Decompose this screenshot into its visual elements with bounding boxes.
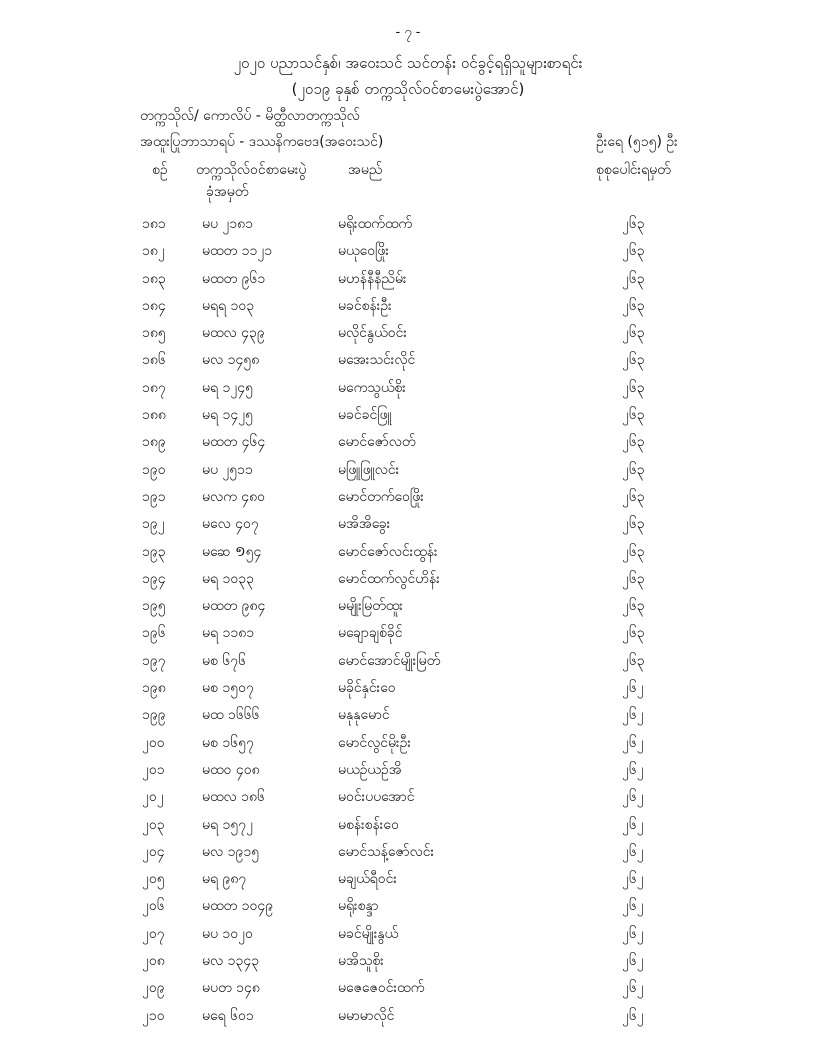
row-no: ၁၉၀	[142, 461, 166, 478]
row-name: မဖြူဖြူလင်း	[338, 461, 400, 478]
row-name: မခိုင်နှင်းဝေ	[338, 680, 396, 697]
row-name: မချယ်ရီဝင်း	[338, 871, 397, 888]
row-marks: ၂၆၃	[622, 461, 645, 478]
table-row	[0, 731, 816, 758]
row-roll: မရ ၁၁၈၁	[202, 625, 255, 642]
table-row	[0, 212, 816, 239]
row-marks: ၂၆၂	[622, 843, 644, 860]
row-marks: ၂၆၃	[622, 243, 645, 260]
row-name: မောင်ဇော်လင်းထွန်း	[338, 543, 438, 560]
table-row	[0, 239, 816, 266]
row-no: ၁၈၇	[142, 379, 166, 396]
table-row	[0, 512, 816, 539]
row-name: မခင်စန်းဦး	[338, 297, 392, 314]
row-no: ၂၀၀	[142, 734, 165, 751]
row-roll: မပ ၂၅၁၁	[202, 461, 253, 478]
row-no: ၂၀၄	[142, 843, 165, 860]
table-row	[0, 649, 816, 676]
row-no: ၂၀၁	[142, 761, 165, 778]
row-name: မယုဝေဖြိုး	[338, 243, 389, 260]
row-roll: မရရ ၁၀၃	[202, 297, 255, 314]
row-no: ၂၀၈	[142, 953, 165, 970]
row-roll: မဆေ ១၅၄	[202, 543, 262, 560]
row-marks: ၂၆၂	[622, 871, 644, 888]
row-no: ၂၀၃	[142, 816, 165, 833]
document-title: ၂၀၂၀ ပညာသင်နှစ်၊ အဝေးသင် သင်တန်း ဝင်ခွင့်ရရှိသူများစာရင်း	[233, 54, 583, 72]
row-marks: ၂၆၃	[622, 625, 645, 642]
row-name: မောင်အောင်မျိုးမြတ်	[338, 652, 441, 669]
row-no: ၁၈၈	[142, 407, 166, 424]
row-marks: ၂၆၂	[622, 953, 644, 970]
row-no: ၁၈၁	[142, 216, 166, 232]
table-row	[0, 976, 816, 1003]
row-marks: ၂၆၂	[622, 816, 644, 833]
table-row	[0, 867, 816, 894]
row-no: ၂၀၇	[142, 925, 165, 942]
row-marks: ၂၆၃	[622, 216, 645, 232]
row-marks: ၂၆၂	[622, 761, 644, 778]
row-marks: ၂၆၃	[622, 598, 645, 615]
row-roll: မထတ ၁၁၂၁	[202, 243, 273, 260]
table-row	[0, 567, 816, 594]
row-no: ၁၈၆	[142, 352, 166, 369]
row-roll: မလက ၄၈၀	[202, 488, 266, 505]
row-name: မယဉ်ယဉ်အိ	[338, 761, 402, 778]
row-no: ၁၈၉	[142, 434, 166, 451]
row-roll: မထ ၁၆၆၆	[202, 707, 260, 724]
row-marks: ၂၆၃	[622, 543, 645, 560]
row-roll: မစ ၆၇၆	[202, 652, 246, 669]
table-row	[0, 703, 816, 730]
row-roll: မထတ ၄၆၄	[202, 434, 266, 451]
table-row	[0, 1004, 816, 1031]
header-roll-2: ခုံအမှတ်	[206, 184, 249, 200]
institution-line: တက္ကသိုလ်/ ကောလိပ် - မိတ္ထီလာတက္ကသိုလ်	[140, 108, 360, 124]
row-name: မောင်လွင်မိုးဦး	[338, 734, 411, 751]
header-marks: စုစုပေါင်းရမှတ်	[596, 162, 671, 178]
row-name: မဝင်းပပအောင်	[338, 789, 415, 806]
row-marks: ၂၆၂	[622, 789, 644, 806]
row-no: ၁၉၇	[142, 652, 166, 669]
table-row	[0, 267, 816, 294]
student-list	[0, 212, 816, 1031]
row-name: မခင်မျိုးနွယ်	[338, 925, 399, 942]
row-marks: ၂၆၂	[622, 898, 644, 915]
row-name: မချောချစ်ခိုင်	[338, 625, 403, 642]
row-no: ၂၁၀	[142, 1007, 165, 1024]
row-roll: မရ ၁၀၃၃	[202, 570, 254, 587]
row-roll: မလ ၁၄၅၈	[202, 352, 260, 369]
table-row	[0, 894, 816, 921]
row-name: မကေသွယ်စိုး	[338, 379, 406, 396]
table-row	[0, 294, 816, 321]
program-line: အထူးပြုဘာသာရပ် - ဒဿနိကဗေဒ(အဝေးသင်)	[140, 134, 384, 150]
header-name: အမည်	[348, 162, 383, 178]
row-name: မမျိုးမြတ်ထူး	[338, 598, 403, 615]
row-roll: မစ ၁၅၀၇	[202, 680, 254, 697]
table-row	[0, 785, 816, 812]
row-no: ၂၀၅	[142, 871, 165, 888]
row-roll: မထတ ၉၆၁	[202, 270, 266, 287]
table-row	[0, 621, 816, 648]
table-row	[0, 922, 816, 949]
row-name: မလိုင်နွယ်ဝင်း	[338, 325, 407, 342]
table-row	[0, 403, 816, 430]
total-count: ဦးရေ (၅၁၅) ဦး	[596, 134, 678, 150]
row-marks: ၂၆၃	[622, 379, 645, 396]
row-name: မောင်ဇော်လတ်	[338, 434, 416, 451]
row-no: ၁၈၂	[142, 243, 165, 260]
row-name: မရိုးထက်ထက်	[338, 216, 413, 232]
row-no: ၁၉၈	[142, 680, 166, 697]
row-marks: ၂၆၃	[622, 434, 645, 451]
row-name: မမာမာလိုင်	[338, 1007, 395, 1024]
row-roll: မရ ၁၂၄၅	[202, 379, 253, 396]
row-roll: မပတ ၁၄၈	[202, 980, 260, 997]
row-no: ၁၉၉	[142, 707, 166, 724]
row-roll: မရ ၉၈၇	[202, 871, 247, 888]
row-no: ၁၉၅	[142, 598, 166, 615]
row-no: ၁၈၅	[142, 325, 166, 342]
row-marks: ၂၆၂	[622, 680, 644, 697]
row-roll: မထလ ၁၈၆	[202, 789, 265, 806]
table-row	[0, 676, 816, 703]
row-marks: ၂၆၂	[622, 980, 644, 997]
row-roll: မလ ၁၉၁၅	[202, 843, 260, 860]
row-name: မောင်သန့်ဇော်လင်း	[338, 843, 435, 860]
row-marks: ၂၆၃	[622, 270, 645, 287]
table-row	[0, 840, 816, 867]
row-name: မဟန်နီနီညိမ်း	[338, 270, 407, 287]
row-name: မအိသူစိုး	[338, 953, 384, 970]
table-row	[0, 813, 816, 840]
row-name: မနုနုမောင်	[338, 707, 390, 724]
row-marks: ၂၆၃	[622, 570, 645, 587]
row-marks: ၂၆၃	[622, 516, 645, 533]
row-roll: မရေ ၆၀၁	[202, 1007, 254, 1024]
row-name: မအေးသင်းလိုင်	[338, 352, 416, 369]
row-marks: ၂၆၂	[622, 734, 644, 751]
table-row	[0, 458, 816, 485]
row-no: ၁၉၂	[142, 516, 165, 533]
row-name: မရိုးစန္ဒာ	[338, 898, 379, 915]
row-name: မစန်းစန်းဝေ	[338, 816, 399, 833]
row-roll: မပ ၁၀၂၀	[202, 925, 253, 942]
row-marks: ၂၆၂	[622, 925, 644, 942]
header-no: စဉ်	[152, 162, 168, 178]
row-marks: ၂၆၂	[622, 1007, 644, 1024]
row-name: မောင်ထက်လွင်ဟိန်း	[338, 570, 440, 587]
row-roll: မထတ ၉၈၄	[202, 598, 266, 615]
row-no: ၁၈၄	[142, 297, 166, 314]
row-roll: မပ ၂၁၈၁	[202, 216, 254, 232]
row-no: ၁၉၃	[142, 543, 166, 560]
row-marks: ၂၆၃	[622, 325, 645, 342]
table-row	[0, 758, 816, 785]
table-row	[0, 594, 816, 621]
row-roll: မလ ၁၃၄၃	[202, 953, 260, 970]
row-marks: ၂၆၃	[622, 297, 645, 314]
table-row	[0, 949, 816, 976]
row-roll: မထဝ ၄၀၈	[202, 761, 260, 778]
table-row	[0, 321, 816, 348]
table-row	[0, 376, 816, 403]
row-no: ၁၉၁	[142, 488, 166, 505]
table-row	[0, 430, 816, 457]
row-roll: မရ ၁၄၂၅	[202, 407, 253, 424]
row-no: ၂၀၉	[142, 980, 165, 997]
row-roll: မထတ ၁၀၄၉	[202, 898, 274, 915]
table-row	[0, 348, 816, 375]
row-name: မဇေဇေဝင်းထက်	[338, 980, 425, 997]
table-row	[0, 485, 816, 512]
row-marks: ၂၆၃	[622, 652, 645, 669]
row-roll: မထလ ၄၃၉	[202, 325, 265, 342]
row-marks: ၂၆၃	[622, 352, 645, 369]
table-row	[0, 540, 816, 567]
row-roll: မစ ၁၆၅၇	[202, 734, 254, 751]
row-no: ၁၉၆	[142, 625, 166, 642]
row-name: မခင်ခင်ဖြူ	[338, 407, 392, 424]
row-no: ၂၀၂	[142, 789, 164, 806]
row-roll: မရ ၁၅၇၂	[202, 816, 253, 833]
document-subtitle: (၂၀၁၉ ခုနှစ် တက္ကသိုလ်ဝင်စာမေးပွဲအောင်)	[291, 80, 525, 98]
row-name: မောင်တက်ဝေဖြိုး	[338, 488, 424, 505]
row-roll: မလေ ၄၀၇	[202, 516, 259, 533]
row-no: ၁၉၄	[142, 570, 166, 587]
row-no: ၁၈၃	[142, 270, 166, 287]
row-name: မအိအိခွေး	[338, 516, 391, 533]
header-roll: တက္ကသိုလ်ဝင်စာမေးပွဲ	[196, 162, 307, 178]
row-marks: ၂၆၂	[622, 707, 644, 724]
row-marks: ၂၆၃	[622, 488, 645, 505]
row-marks: ၂၆၃	[622, 407, 645, 424]
page-number: - ၇ -	[395, 25, 421, 40]
row-no: ၂၀၆	[142, 898, 165, 915]
